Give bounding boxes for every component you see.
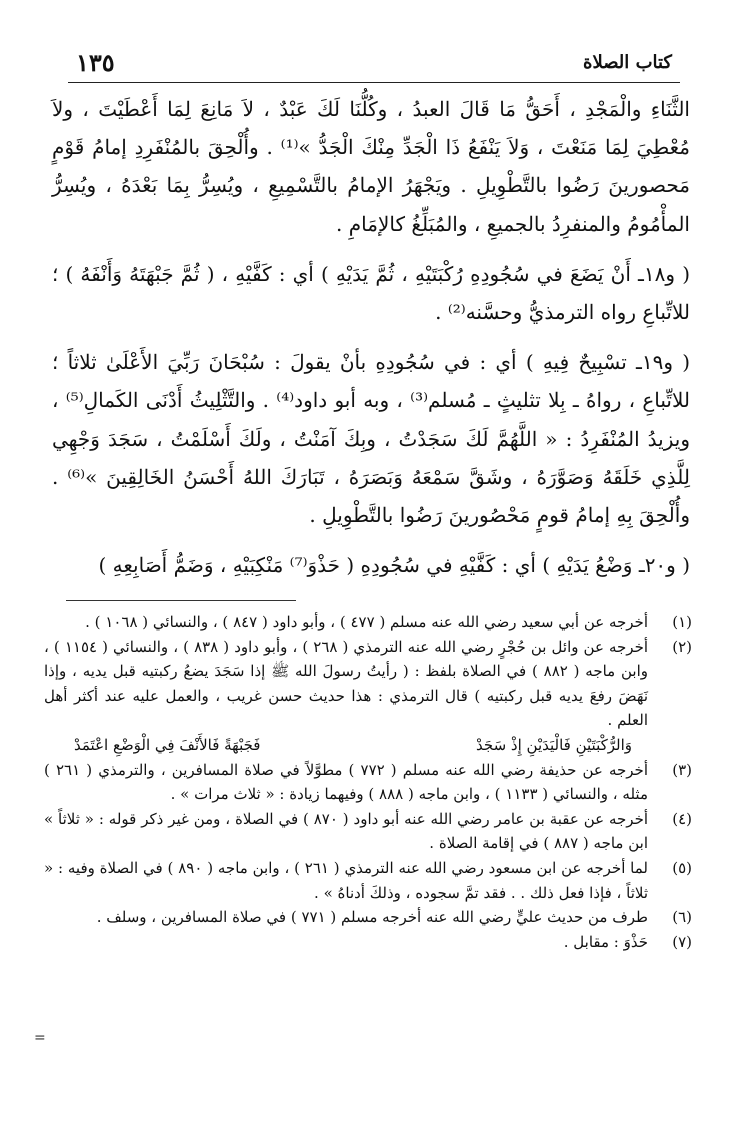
footnote-5 [44,856,692,905]
paragraph-3: ( و١٩ـ تسْبِيحٌ فِيهِ ) أي : في سُجُودِهِ بأنْ يقولَ : سُبْحَانَ رَبِّيَ الأَعْلَىٰ ثلاثاً ؛ للاتِّباعِ ، رواهُ ـ بِلا تثليثٍ ـ مُسلم⁽³⁾ ، وبه أبو داود⁽⁴⁾ . والتَّثْلِيثُ أَدْنَى الكَمالِ⁽⁵⁾ ، ويزيدُ المُنْفَرِدُ : « اللَّهُمَّ لَكَ سَجَدْتُ ، وبِكَ آمَنْتُ ، ولَكَ أَسْلَمْتُ ، سَجَدَ وَجْهِي لِلَّذِي خَلَقَهُ وَصَوَّرَهُ ، وشَقَّ سَمْعَهُ وَبَصَرَهُ ، تَبَارَكَ اللهُ أَحْسَنُ الخَالِقِينَ »⁽⁶⁾ . وأُلْحِقَ بِهِ إمامُ قومٍ مَحْصُورينَ رَضُوا بالتَّطْوِيلِ . [52,350,691,528]
footnote-1 [44,610,692,635]
footnote-3 [44,758,692,807]
page-number: ١٣٥ [76,48,115,77]
footnote-number: (١) [672,613,692,631]
paragraph-4: ( و٢٠ـ وَضْعُ يَدَيْهِ ) أي : كَفَّيْهِ في سُجُودِهِ ( حَذْوَ⁽⁷⁾ مَنْكِبَيْهِ ، وَضَمُّ أَصَابِعِهِ ) [98,553,690,578]
running-title: كتاب الصلاة [583,52,672,73]
footnote-text: لما أخرجه عن ابن مسعود رضي الله عنه الترمذي ( ٢٦١ ) ، وابن ماجه ( ٨٩٠ ) في الصلاة وفيه : « ثلاثاً ، فإذا فعل ذلك . . فقد تمَّ سجوده ، وذلكَ أدناهُ » . [44,858,648,902]
footnote-text: أخرجه عن حذيفة رضي الله عنه مسلم ( ٧٧٢ ) مطوَّلاً في صلاة المسافرين ، والترمذي ( ٢٦١ ) مثله ، والنسائي ( ١١٣٣ ) ، وابن ماجه ( ٨٨٨ ) وفيهما زيادة : « ثلاث مرات » . [44,760,648,804]
footnote-text: أخرجه عن عقبة بن عامر رضي الله عنه أبو داود ( ٨٧٠ ) في الصلاة ، ومن غير ذكر قوله : « ثلاثاً » ابن ماجه ( ٨٨٧ ) في إقامة الصلاة . [44,809,649,853]
footnote-separator [66,600,296,601]
footnote-number: (٣) [672,760,692,779]
footnotes [44,610,692,954]
header-rule [68,82,680,83]
poem-hemistich-left: فَجَبْهَةً فَالأَنْفَ فِي الْوَضْعِ اعْتَمَدْ [74,735,261,754]
footnote-number: (٥) [672,858,692,877]
footnote-number: (٢) [672,637,692,656]
paragraph-1: الثَّنَاءِ والْمَجْدِ ، أَحَقُّ مَا قَالَ العبدُ ، وكُلُّنَا لَكَ عَبْدٌ ، لاَ مَانِعَ لِمَا أَعْطَيْتَ ، ولاَ مُعْطِيَ لِمَا مَنَعْتَ ، وَلاَ يَنْفَعُ ذَا الْجَدِّ مِنْكَ الْجَدُّ »⁽¹⁾ . وأُلْحِقَ بالمُنْفَرِدِ إمامُ قَوْمٍ مَحصورينَ رَضُوا بالتَّطْوِيلِ . ويَجْهَرُ الإمامُ بالتَّسْمِيعِ ، ويُسِرُّ بِمَا بَعْدَهُ ، ويُسِرُّ المأْمُومُ والمنفرِدُ بالجميعِ ، والمُبَلِّغُ كالإمَامِ . [52,97,690,236]
footnote-4 [44,807,692,856]
footnote-6 [44,905,692,930]
footnote-number: (٦) [672,908,692,927]
footnote-text: طرف من حديث عليٍّ رضي الله عنه أخرجه مسلم ( ٧٧١ ) في صلاة المسافرين ، وسلف . [96,908,648,927]
footnote-text: حَذْوَ : مقابل . [563,932,648,951]
footnote-text: أخرجه عن أبي سعيد رضي الله عنه مسلم ( ٤٧٧ ) ، وأبو داود ( ٨٤٧ ) ، والنسائي ( ١٠٦٨ ) . [85,613,648,631]
footnote-2 [44,635,692,733]
footnote-text: أخرجه عن وائل بن حُجْرٍ رضي الله عنه الترمذي ( ٢٦٨ ) ، وأبو داود ( ٨٣٨ ) ، والنسائي ( ١١٥٤ ) ، وابن ماجه ( ٨٨٢ ) في الصلاة بلفظ : ( رأيتُ رسولَ الله ﷺ إذا سَجَدَ يضعُ ركبتيه قبل يديه ، وإذا نَهَضَ رفعَ يديه قبل ركبتيه ) قال الترمذي : هذا حديث حسن غريب ، والعمل عليه عند أكثر أهل العلم . [44,637,649,730]
page-header [68,48,676,82]
footnote-number: (٤) [672,809,692,828]
paragraph-2: ( و١٨ـ أَنْ يَضَعَ في سُجُودِهِ رُكْبَتَيْهِ ، ثُمَّ يَدَيْهِ ) أي : كَفَّيْهِ ، ( ثُمَّ جَبْهَتَهُ وَأَنْفَهُ ) ؛ للاتِّباعِ رواه الترمذيُّ وحسَّنه⁽²⁾ . [52,261,690,325]
margin-mark: = [34,1030,46,1046]
poem-hemistich-right: وَالرُّكْبَتَيْنِ فَالْيَدَيْنِ إِذْ سَجَدْ [476,735,632,754]
main-text [52,90,690,584]
footnote-7 [44,930,692,955]
poem-verse [44,733,692,758]
footnote-number: (٧) [672,932,692,951]
